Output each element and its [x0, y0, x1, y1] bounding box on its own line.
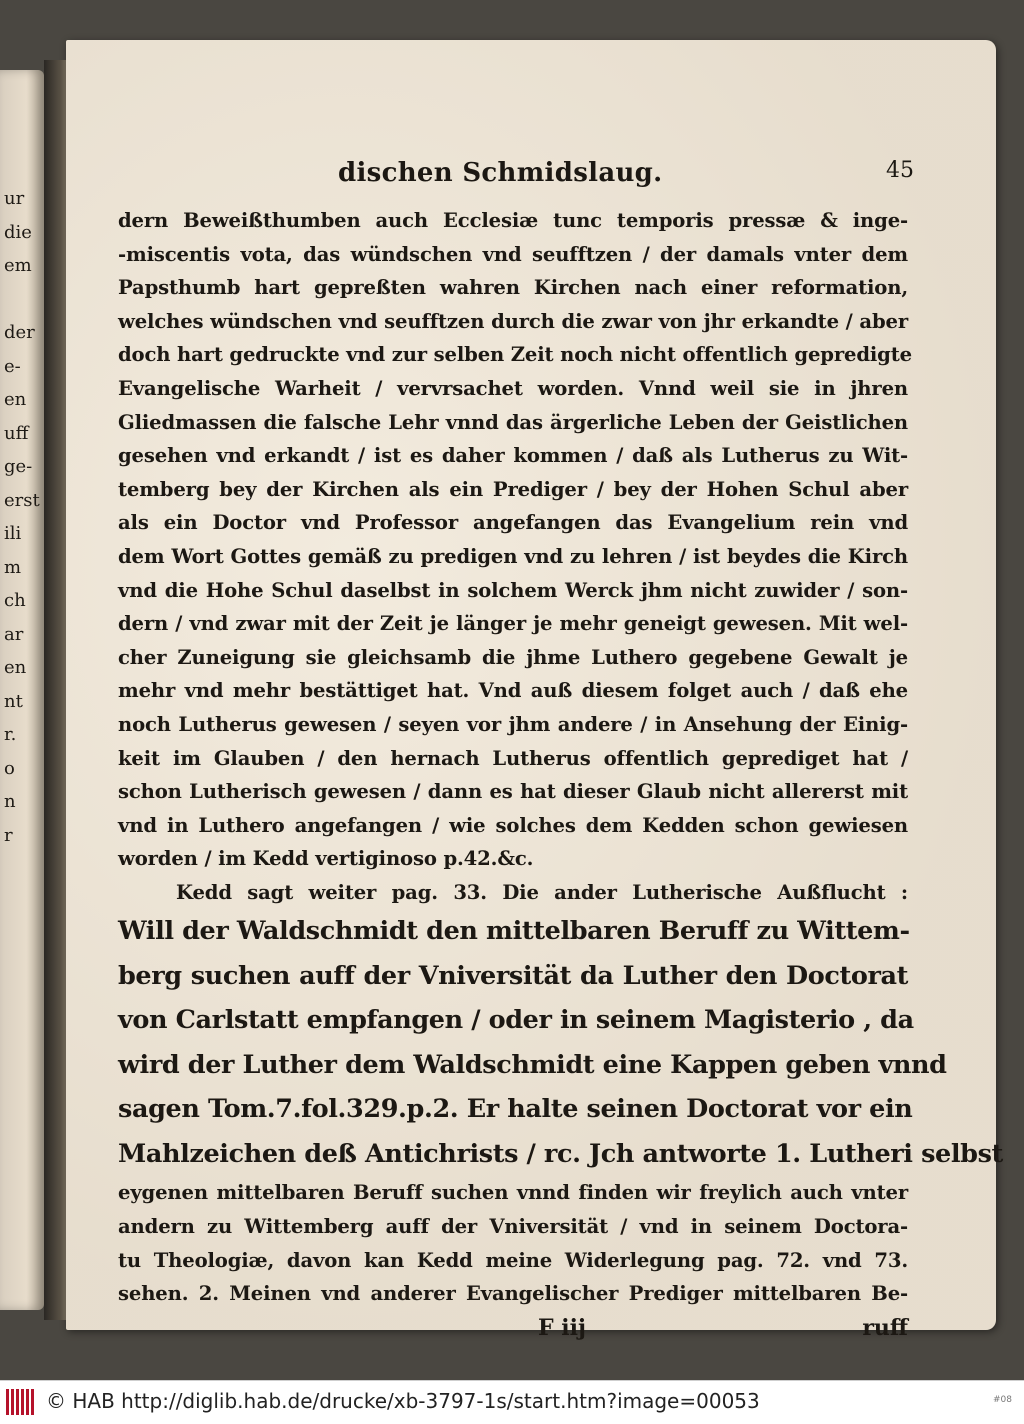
text-line: als ein Doctor vnd Professor angefangen das Evangelium rein vnd — [118, 511, 908, 535]
catchword: ruff — [862, 1314, 908, 1341]
text-line: andern zu Wittemberg auff der Vniversität / vnd in seinem Doctora- — [118, 1215, 908, 1239]
text-line: sehen. 2. Meinen vnd anderer Evangelischer Prediger mittelbaren Be- — [118, 1282, 908, 1306]
quoted-line: berg suchen auff der Vniversität da Luther den Doctorat — [118, 960, 908, 991]
hab-logo-icon — [6, 1389, 34, 1415]
text-line: worden / im Kedd vertiginoso p.42.&c. — [118, 847, 534, 871]
text-line-indented: Kedd sagt weiter pag. 33. Die ander Lutherische Außflucht : — [176, 880, 908, 904]
text-line: Papsthumb hart gepreßten wahren Kirchen nach einer reformation, — [118, 276, 908, 300]
book-gutter — [44, 60, 68, 1320]
page-number: 45 — [886, 158, 914, 183]
quoted-line: Mahlzeichen deß Antichrists / rc. Jch antworte 1. Lutheri selbst — [118, 1138, 1003, 1169]
text-line: Gliedmassen die falsche Lehr vnnd das ärgerliche Leben der Geistlichen — [118, 410, 908, 434]
text-line: welches wündschen vnd seufftzen durch die zwar von jhr erkandte / aber — [118, 309, 908, 333]
text-line: vnd die Hohe Schul daselbst in solchem Werck jhm nicht zuwider / son- — [118, 578, 908, 602]
text-line: vnd in Luthero angefangen / wie solches dem Kedden schon gewiesen — [118, 813, 908, 837]
footer-tag: #08 — [993, 1395, 1012, 1405]
quoted-line: wird der Luther dem Waldschmidt eine Kappen geben vnnd — [118, 1049, 947, 1080]
quoted-line: Will der Waldschmidt den mittelbaren Beruff zu Wittem- — [118, 916, 910, 947]
signature-mark: F iij — [538, 1314, 586, 1341]
text-line: cher Zuneigung sie gleichsamb die jhme Luthero gegebene Gewalt je — [118, 645, 908, 669]
text-line: Evangelische Warheit / vervrsachet worden. Vnnd weil sie in jhren — [118, 376, 908, 400]
quoted-line: von Carlstatt empfangen / oder in seinem Magisterio , da — [118, 1005, 914, 1036]
text-line: dem Wort Gottes gemäß zu predigen vnd zu lehren / ist beydes die Kirch — [118, 544, 908, 568]
text-line: temberg bey der Kirchen als ein Prediger / bey der Hohen Schul aber — [118, 477, 908, 501]
page-foot — [118, 1313, 908, 1353]
quoted-line: sagen Tom.7.fol.329.p.2. Er halte seinen Doctorat vor ein — [118, 1094, 913, 1125]
footer-bar — [0, 1380, 1024, 1424]
text-line: tu Theologiæ, davon kan Kedd meine Widerlegung pag. 72. vnd 73. — [118, 1248, 908, 1272]
page-text-block — [118, 158, 1003, 1353]
text-line: dern / vnd zwar mit der Zeit je länger je mehr geneigt gewesen. Mit wel- — [118, 612, 908, 636]
text-line: doch hart gedruckte vnd zur selben Zeit noch nicht offentlich gepredigte — [118, 343, 912, 367]
text-line: eygenen mittelbaren Beruff suchen vnnd finden wir freylich auch vnter — [118, 1181, 908, 1205]
text-line: gesehen vnd erkandt / ist es daher kommen / daß als Lutherus zu Wit- — [118, 444, 908, 468]
paragraph-1 — [118, 204, 912, 876]
text-line: -miscentis vota, das wündschen vnd seufftzen / der damals vnter dem — [118, 242, 908, 266]
page-header — [118, 158, 914, 204]
copyright-link[interactable]: © HAB http://diglib.hab.de/drucke/xb-3797-1s/start.htm?image=00053 — [46, 1389, 760, 1413]
text-line: mehr vnd mehr bestättiget hat. Vnd auß diesem folget auch / daß ehe — [118, 679, 908, 703]
paragraph-2 — [118, 876, 1003, 1311]
facing-page-text: ur die em der e- en uff ge- erst ili m ch ar en nt r. o n r — [4, 188, 40, 846]
text-line: dern Beweißthumben auch Ecclesiæ tunc temporis pressæ & inge- — [118, 209, 908, 232]
text-line: keit im Glauben / den hernach Lutherus offentlich geprediget hat / — [118, 746, 908, 770]
text-line: schon Lutherisch gewesen / dann es hat dieser Glaub nicht allererst mit — [118, 780, 908, 804]
running-head: dischen Schmidslaug. — [338, 158, 663, 188]
book-page — [66, 40, 1003, 1341]
text-line: noch Lutherus gewesen / seyen vor jhm andere / in Ansehung der Einig- — [118, 712, 908, 736]
facing-page-edge — [0, 70, 44, 1310]
